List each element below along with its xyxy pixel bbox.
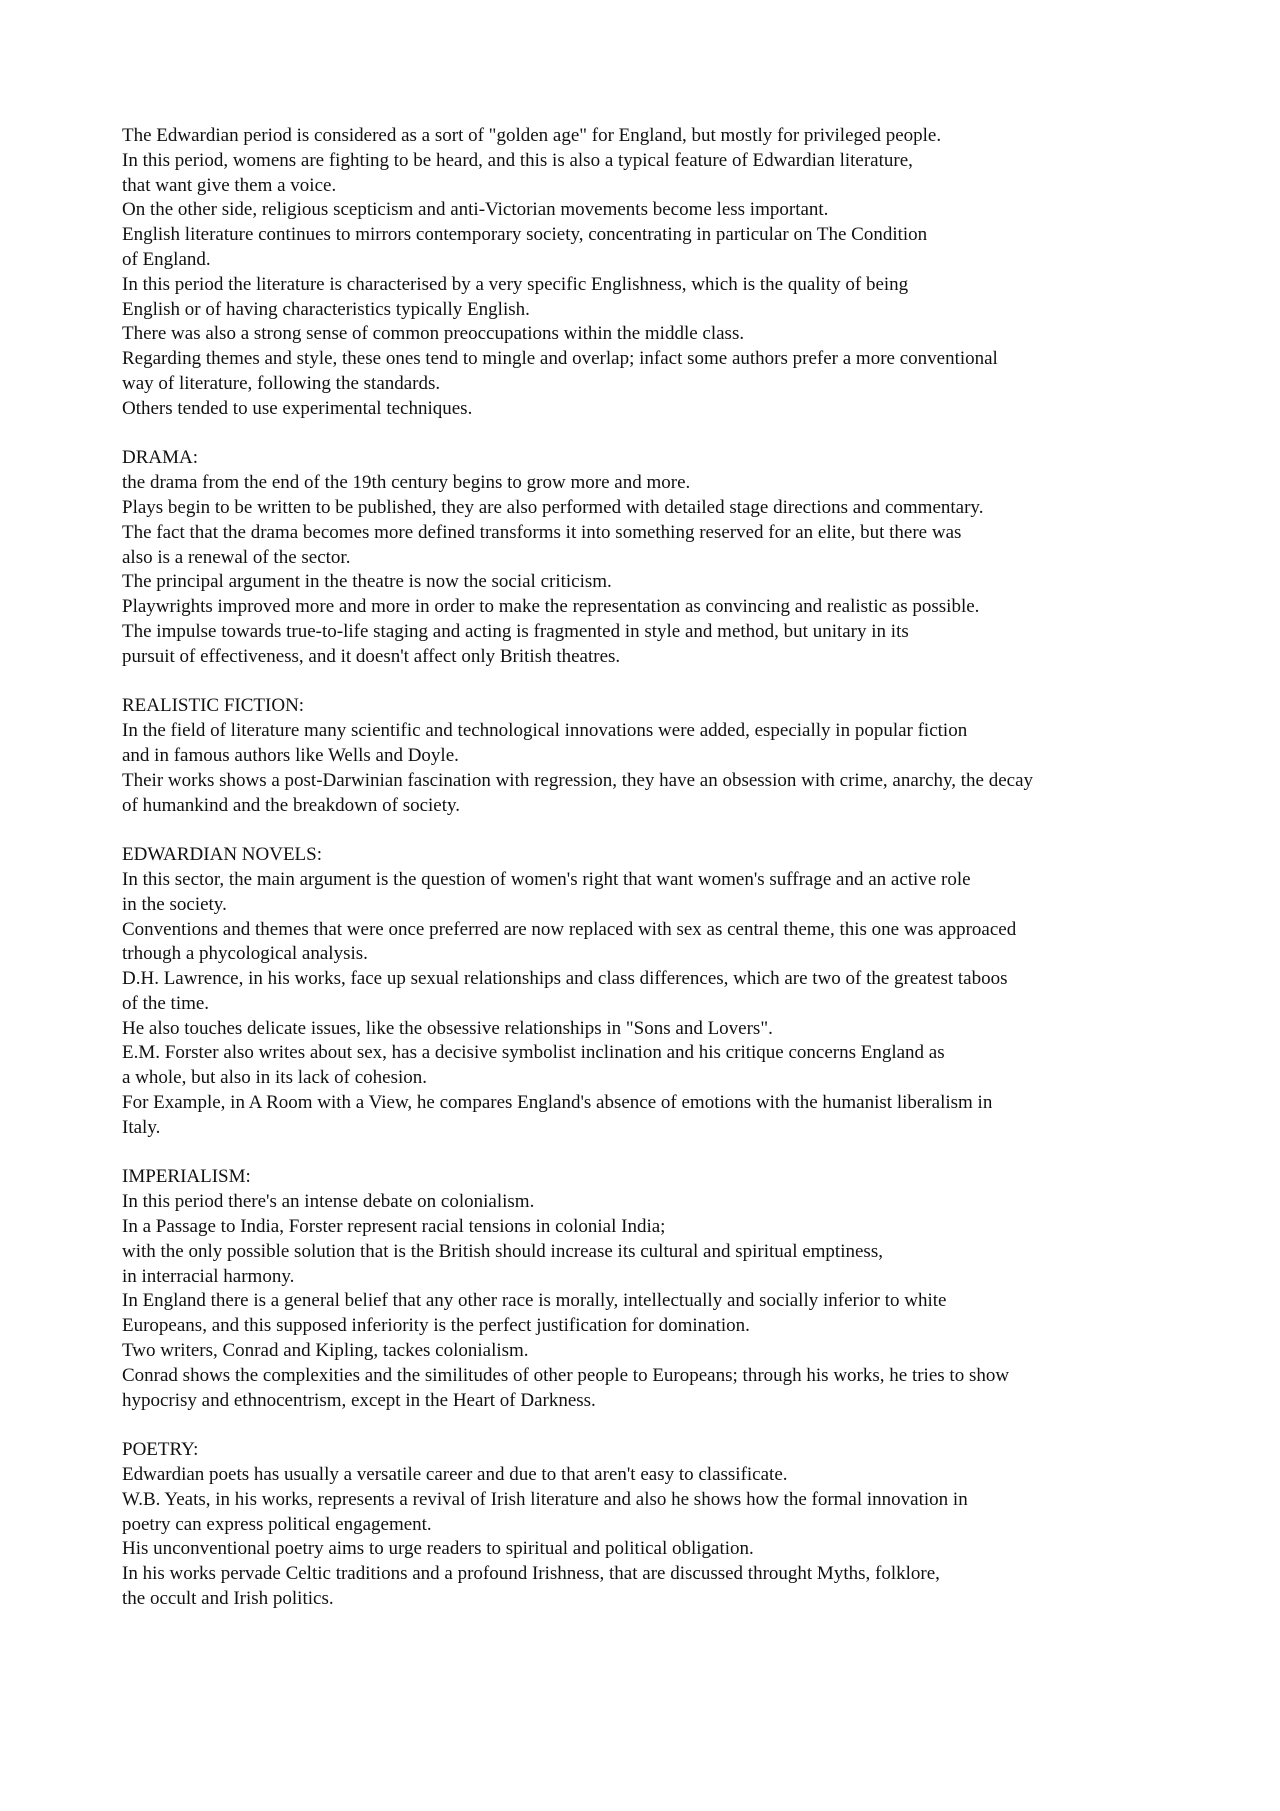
section-line: He also touches delicate issues, like the obsessive relationships in "Sons and Lovers".: [122, 1017, 773, 1039]
section-line: Europeans, and this supposed inferiority is the perfect justification for domination.: [122, 1315, 750, 1337]
section-line: poetry can express political engagement.: [122, 1513, 432, 1535]
section-line: For Example, in A Room with a View, he compares England's absence of emotions with the humanist liberalism in: [122, 1092, 993, 1114]
section-line: pursuit of effectiveness, and it doesn't affect only British theatres.: [122, 645, 621, 667]
section-line: The fact that the drama becomes more defined transforms it into something reserved for an elite, but there was: [122, 521, 962, 543]
section-line: In a Passage to India, Forster represent racial tensions in colonial India;: [122, 1216, 666, 1238]
section-line: and in famous authors like Wells and Doyle.: [122, 744, 459, 766]
section-line: In his works pervade Celtic traditions and a profound Irishness, that are discussed throught Myths, folklore,: [122, 1563, 940, 1585]
intro-line: On the other side, religious scepticism and anti-Victorian movements become less important.: [122, 199, 829, 221]
section-line: The impulse towards true-to-life staging and acting is fragmented in style and method, but unitary in its: [122, 620, 909, 642]
section-line: In this sector, the main argument is the question of women's right that want women's suffrage and an active role: [122, 868, 971, 890]
section-line: also is a renewal of the sector.: [122, 546, 351, 568]
section-gap: [122, 422, 1222, 447]
section-heading: EDWARDIAN NOVELS:: [122, 844, 323, 866]
section-line: In England there is a general belief that any other race is morally, intellectually and socially inferior to white: [122, 1290, 947, 1312]
intro-line: In this period the literature is characterised by a very specific Englishness, which is the quality of being: [122, 273, 909, 295]
poetry-section: [122, 1438, 1222, 1612]
intro-line: Regarding themes and style, these ones tend to mingle and overlap; infact some authors prefer a more conventional: [122, 348, 998, 370]
section-line: Conrad shows the complexities and the similitudes of other people to Europeans; through his works, he tries to show: [122, 1364, 1010, 1386]
section-line: Their works shows a post-Darwinian fascination with regression, they have an obsession with crime, anarchy, the decay: [122, 769, 1034, 791]
section-line: D.H. Lawrence, in his works, face up sexual relationships and class differences, which are two of the greatest taboos: [122, 968, 1008, 990]
intro-line: English or of having characteristics typically English.: [122, 298, 530, 320]
section-heading: IMPERIALISM:: [122, 1166, 251, 1188]
section-line: W.B. Yeats, in his works, represents a revival of Irish literature and also he shows how the formal innovation in: [122, 1488, 968, 1510]
intro-section: [122, 124, 1222, 422]
intro-line: There was also a strong sense of common preoccupations within the middle class.: [122, 323, 745, 345]
section-line: in interracial harmony.: [122, 1265, 295, 1287]
section-line: Conventions and themes that were once preferred are now replaced with sex as central theme, this one was approaced: [122, 918, 1017, 940]
section-line: trhough a phycological analysis.: [122, 943, 368, 965]
intro-line: The Edwardian period is considered as a sort of "golden age" for England, but mostly for privileged people.: [122, 125, 942, 146]
section-gap: [122, 1141, 1222, 1166]
section-gap: [122, 670, 1222, 695]
section-gap: [122, 1413, 1222, 1438]
intro-line: way of literature, following the standards.: [122, 372, 441, 394]
imperialism-section: [122, 1165, 1222, 1413]
section-line: In the field of literature many scientific and technological innovations were added, especially in popular fiction: [122, 720, 968, 742]
intro-line: English literature continues to mirrors contemporary society, concentrating in particular on The Condition: [122, 224, 928, 246]
section-line: of humankind and the breakdown of society.: [122, 794, 461, 816]
section-line: in the society.: [122, 893, 227, 915]
realistic-fiction-section: [122, 694, 1222, 818]
section-line: hypocrisy and ethnocentrism, except in the Heart of Darkness.: [122, 1389, 596, 1411]
section-heading: REALISTIC FICTION:: [122, 695, 305, 717]
section-line: His unconventional poetry aims to urge readers to spiritual and political obligation.: [122, 1538, 754, 1560]
intro-line: Others tended to use experimental techniques.: [122, 397, 473, 419]
section-line: Italy.: [122, 1116, 161, 1138]
section-line: Edwardian poets has usually a versatile career and due to that aren't easy to classificate.: [122, 1464, 788, 1486]
intro-line: In this period, womens are fighting to be heard, and this is also a typical feature of Edwardian literature,: [122, 149, 913, 171]
section-line: In this period there's an intense debate on colonialism.: [122, 1191, 535, 1213]
section-line: the drama from the end of the 19th century begins to grow more and more.: [122, 472, 691, 494]
section-line: the occult and Irish politics.: [122, 1588, 334, 1610]
intro-line: of England.: [122, 248, 211, 270]
section-line: The principal argument in the theatre is now the social criticism.: [122, 571, 612, 593]
section-heading: DRAMA:: [122, 447, 199, 469]
section-heading: POETRY:: [122, 1439, 199, 1461]
intro-line: that want give them a voice.: [122, 174, 337, 196]
drama-section: [122, 446, 1222, 669]
edwardian-novels-section: [122, 843, 1222, 1141]
section-line: E.M. Forster also writes about sex, has a decisive symbolist inclination and his critique concerns England as: [122, 1042, 945, 1064]
section-line: Two writers, Conrad and Kipling, tackes colonialism.: [122, 1340, 529, 1362]
section-line: of the time.: [122, 992, 210, 1014]
document-body: [122, 124, 1222, 1612]
section-line: Playwrights improved more and more in order to make the representation as convincing and realistic as possible.: [122, 596, 980, 618]
section-line: Plays begin to be written to be published, they are also performed with detailed stage directions and commentary.: [122, 496, 984, 518]
section-line: a whole, but also in its lack of cohesion.: [122, 1067, 427, 1089]
section-gap: [122, 818, 1222, 843]
section-line: with the only possible solution that is the British should increase its cultural and spiritual emptiness,: [122, 1240, 883, 1262]
